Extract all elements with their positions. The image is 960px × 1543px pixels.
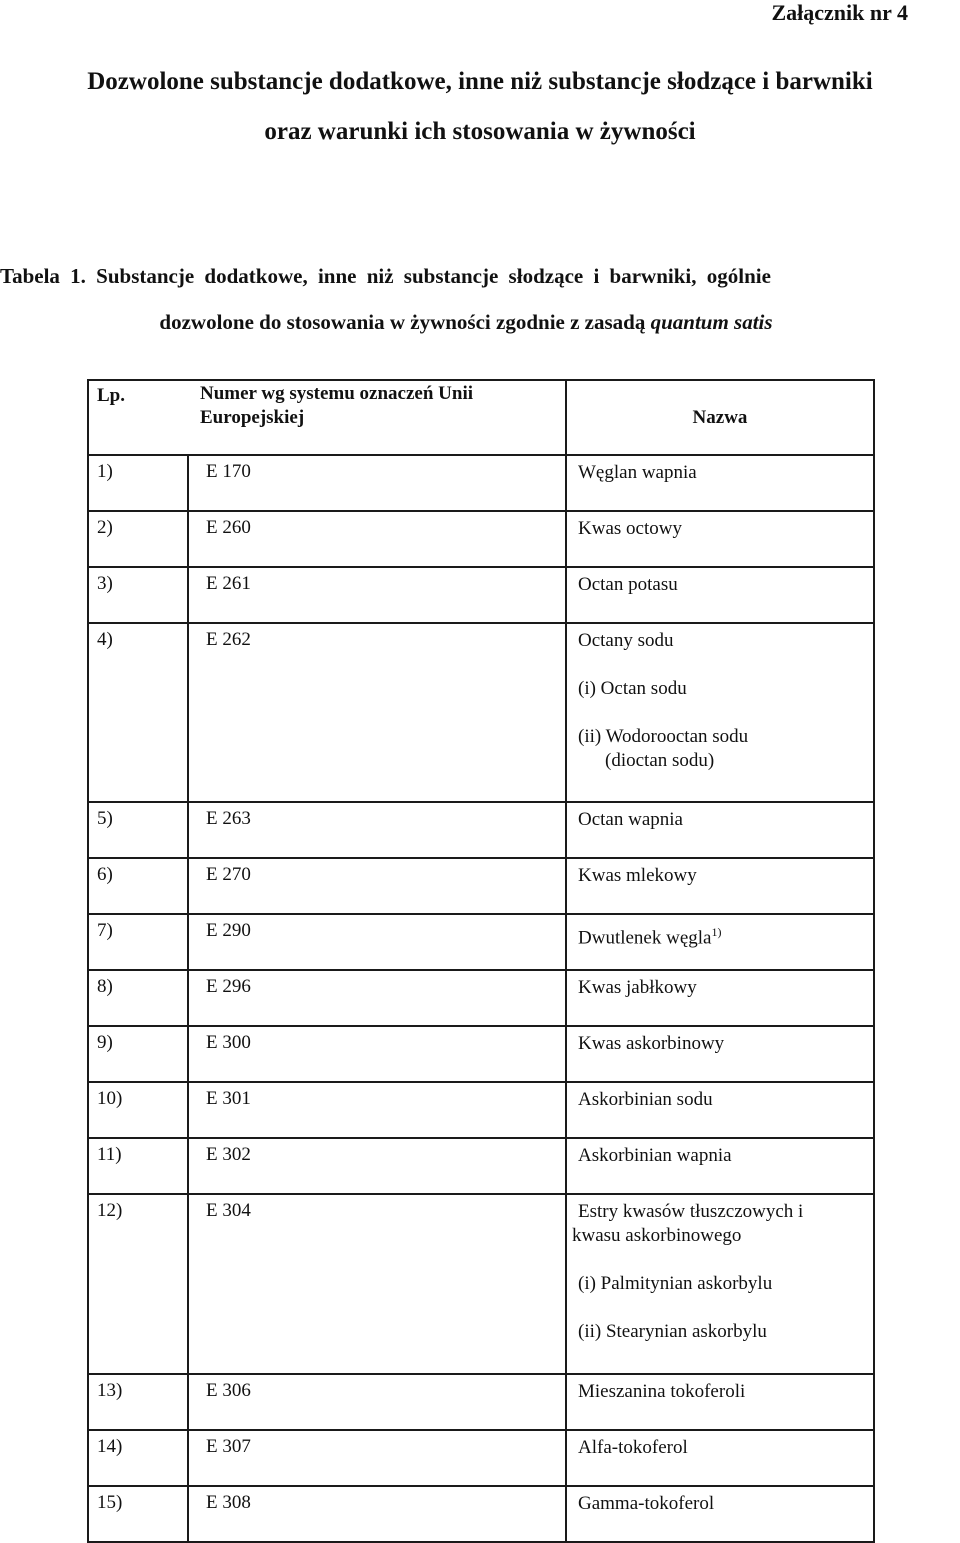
row-number: E 301 bbox=[188, 1082, 566, 1138]
caption-text: dozwolone do stosowania w żywności zgodnie z zasadą bbox=[159, 310, 651, 334]
row-lp: 13) bbox=[88, 1374, 188, 1430]
row-name: Octan potasu bbox=[566, 567, 874, 623]
table-row bbox=[88, 1082, 874, 1138]
footnote-marker: 1) bbox=[711, 925, 722, 939]
row-lp: 7) bbox=[88, 914, 188, 970]
row-name: Kwas askorbinowy bbox=[566, 1026, 874, 1082]
row-name bbox=[566, 623, 874, 802]
row-number: E 296 bbox=[188, 970, 566, 1026]
row-subitem-continuation: (dioctan sodu) bbox=[605, 750, 715, 771]
row-lp: 15) bbox=[88, 1486, 188, 1542]
row-number: E 306 bbox=[188, 1374, 566, 1430]
table-row bbox=[88, 1026, 874, 1082]
document-title-line-1: Dozwolone substancje dodatkowe, inne niż substancje słodzące i barwniki bbox=[87, 68, 873, 95]
row-number: E 260 bbox=[188, 511, 566, 567]
row-lp: 3) bbox=[88, 567, 188, 623]
table-row bbox=[88, 567, 874, 623]
row-subitem: (i) Palmitynian askorbylu bbox=[578, 1273, 773, 1294]
row-name: Gamma-tokoferol bbox=[566, 1486, 874, 1542]
annex-label: Załącznik nr 4 bbox=[771, 0, 908, 25]
row-number: E 302 bbox=[188, 1138, 566, 1194]
table-row bbox=[88, 858, 874, 914]
row-name-continuation: kwasu askorbinowego bbox=[572, 1225, 742, 1246]
row-name bbox=[566, 914, 874, 970]
row-number: E 308 bbox=[188, 1486, 566, 1542]
row-lp: 9) bbox=[88, 1026, 188, 1082]
row-lp: 8) bbox=[88, 970, 188, 1026]
table-row bbox=[88, 455, 874, 511]
row-name: Węglan wapnia bbox=[566, 455, 874, 511]
row-lp: 10) bbox=[88, 1082, 188, 1138]
table-row bbox=[88, 1138, 874, 1194]
row-subitem: (i) Octan sodu bbox=[578, 678, 687, 699]
row-number: E 262 bbox=[188, 623, 566, 802]
table-row bbox=[88, 1194, 874, 1374]
row-number: E 290 bbox=[188, 914, 566, 970]
row-lp: 5) bbox=[88, 802, 188, 858]
row-lp: 6) bbox=[88, 858, 188, 914]
table-caption-line-2 bbox=[0, 310, 960, 335]
row-name-main: Octany sodu bbox=[578, 630, 674, 651]
row-name: Kwas jabłkowy bbox=[566, 970, 874, 1026]
row-lp: 14) bbox=[88, 1430, 188, 1486]
table-row bbox=[88, 1430, 874, 1486]
header-lp: Lp. bbox=[88, 380, 188, 455]
row-lp: 2) bbox=[88, 511, 188, 567]
caption-italic-term: quantum satis bbox=[650, 310, 773, 334]
row-number: E 270 bbox=[188, 858, 566, 914]
row-name: Askorbinian sodu bbox=[566, 1082, 874, 1138]
row-lp: 4) bbox=[88, 623, 188, 802]
header-number: Numer wg systemu oznaczeń Unii Europejskiej bbox=[188, 380, 566, 455]
row-name-main: Estry kwasów tłuszczowych i bbox=[578, 1201, 804, 1222]
row-number: E 261 bbox=[188, 567, 566, 623]
row-name: Askorbinian wapnia bbox=[566, 1138, 874, 1194]
row-number: E 300 bbox=[188, 1026, 566, 1082]
row-number: E 307 bbox=[188, 1430, 566, 1486]
header-name: Nazwa bbox=[566, 380, 874, 455]
row-name: Kwas octowy bbox=[566, 511, 874, 567]
table-row bbox=[88, 970, 874, 1026]
row-lp: 12) bbox=[88, 1194, 188, 1374]
additives-table bbox=[87, 379, 875, 1543]
table-row bbox=[88, 914, 874, 970]
row-name: Alfa-tokoferol bbox=[566, 1430, 874, 1486]
row-name: Mieszanina tokoferoli bbox=[566, 1374, 874, 1430]
row-number: E 263 bbox=[188, 802, 566, 858]
row-number: E 170 bbox=[188, 455, 566, 511]
row-name bbox=[566, 1194, 874, 1374]
document-title-line-2: oraz warunki ich stosowania w żywności bbox=[264, 118, 696, 145]
row-lp: 11) bbox=[88, 1138, 188, 1194]
row-number: E 304 bbox=[188, 1194, 566, 1374]
row-name-text: Dwutlenek węgla bbox=[578, 927, 712, 949]
row-subitem: (ii) Wodorooctan sodu bbox=[578, 726, 749, 747]
table-header-row bbox=[88, 380, 874, 455]
table-row bbox=[88, 1374, 874, 1430]
row-subitem: (ii) Stearynian askorbylu bbox=[578, 1321, 767, 1342]
row-lp: 1) bbox=[88, 455, 188, 511]
table-caption-line-1: Tabela 1. Substancje dodatkowe, inne niż substancje słodzące i barwniki, ogólnie bbox=[0, 264, 771, 288]
table-row bbox=[88, 623, 874, 802]
table-row bbox=[88, 1486, 874, 1542]
table-row bbox=[88, 511, 874, 567]
table-row bbox=[88, 802, 874, 858]
row-name: Kwas mlekowy bbox=[566, 858, 874, 914]
row-name: Octan wapnia bbox=[566, 802, 874, 858]
